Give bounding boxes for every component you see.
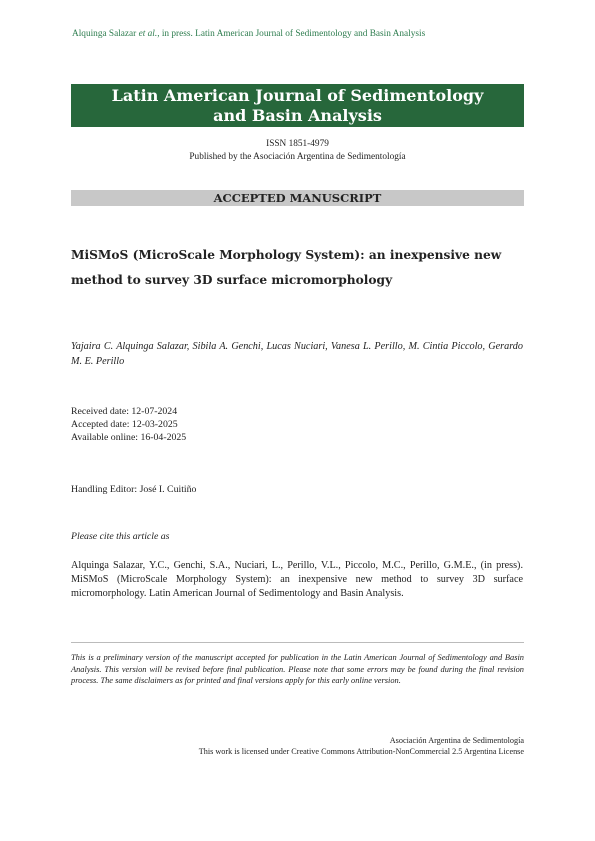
accepted-date: Accepted date: 12-03-2025 — [71, 419, 178, 430]
journal-title-line-2: and Basin Analysis — [213, 105, 382, 125]
accepted-manuscript-bar: ACCEPTED MANUSCRIPT — [71, 190, 524, 206]
online-date: Available online: 16-04-2025 — [71, 432, 187, 443]
journal-title-banner — [71, 84, 524, 127]
article-authors: Yajaira C. Alquinga Salazar, Sibila A. Genchi, Lucas Nuciari, Vanesa L. Perillo, M. Cintia Piccolo, Gerardo M. E. Perillo — [71, 341, 523, 367]
disclaimer-text: This is a preliminary version of the manuscript accepted for publication in the Latin American Journal of Sedimentology and Basin Analysis. This version will be revised before final publication. Please note that some errors may be found during the final revision process. The same disclaimers as for printed and final versions apply for this early online version. — [71, 653, 524, 685]
cite-label: Please cite this article as — [71, 531, 170, 542]
article-dates — [71, 405, 186, 444]
header-citation-etal: et al. — [138, 29, 158, 39]
article-title-line-1: MiSMoS (MicroScale Morphology System): an inexpensive new — [71, 248, 502, 262]
header-citation-suffix: , in press. Latin American Journal of Sedimentology and Basin Analysis — [157, 29, 426, 39]
header-citation-prefix: Alquinga Salazar — [72, 29, 139, 39]
citation-text: Alquinga Salazar, Y.C., Genchi, S.A., Nuciari, L., Perillo, V.L., Piccolo, M.C., Perillo, G.M.E., (in press). MiSMoS (MicroScale Morphology System): an inexpensive new method to survey 3D surface micromorphology. Latin American Journal of Sedimentology and Basin Analysis. — [71, 560, 523, 599]
publisher: Published by the Asociación Argentina de Sedimentología — [189, 152, 406, 162]
article-title-line-2: method to survey 3D surface micromorphology — [71, 273, 393, 287]
footer-org: Asociación Argentina de Sedimentología — [389, 736, 524, 745]
issn: ISSN 1851-4979 — [266, 139, 329, 149]
journal-info — [71, 138, 524, 164]
handling-editor: Handling Editor: José I. Cuitiño — [71, 484, 197, 495]
header-citation — [72, 29, 532, 39]
journal-title-line-1: Latin American Journal of Sedimentology — [111, 85, 484, 105]
page-footer — [71, 735, 524, 757]
received-date: Received date: 12-07-2024 — [71, 406, 178, 417]
divider — [71, 642, 524, 643]
footer-license: This work is licensed under Creative Commons Attribution-NonCommercial 2.5 Argentina License — [198, 747, 524, 756]
article-title — [71, 243, 524, 293]
